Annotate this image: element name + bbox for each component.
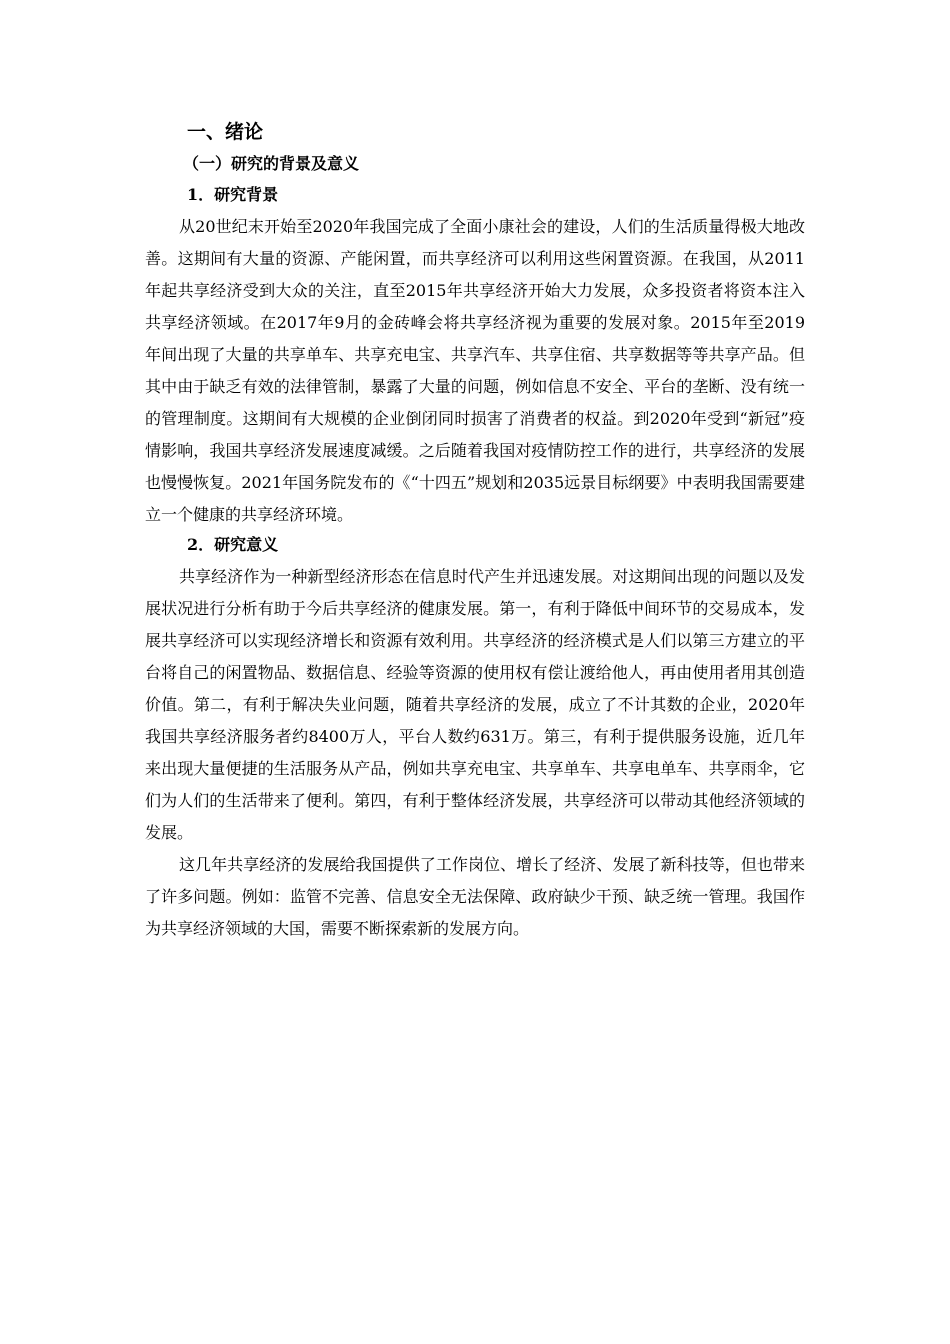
significance-paragraph-1: 共享经济作为一种新型经济形态在信息时代产生并迅速发展。对这期间出现的问题以及发展状况进行分析有助于今后共享经济的健康发展。第一，有利于降低中间环节的交易成本，发展共享经济可以实现经济增长和资源有效利用。共享经济的经济模式是人们以第三方建立的平台将自己的闲置物品、数据信息、经验等资源的使用权有偿让渡给他人，再由使用者用其创造价值。第二，有利于解决失业问题，随着共享经济的发展，成立了不计其数的企业，2020年我国共享经济服务者约8400万人，平台人数约631万。第三，有利于提供服务设施，近几年来出现大量便捷的生活服务从产品，例如共享充电宝、共享单车、共享电单车、共享雨伞，它们为人们的生活带来了便利。第四，有利于整体经济发展，共享经济可以带动其他经济领域的发展。 (145, 567, 805, 842)
section-title: 一、绪论 (187, 121, 264, 143)
subsection-title: （一）研究的背景及意义 (183, 154, 360, 173)
significance-paragraph-2: 这几年共享经济的发展给我国提供了工作岗位、增长了经济、发展了新科技等，但也带来了许多问题。例如：监管不完善、信息安全无法保障、政府缺少干预、缺乏统一管理。我国作为共享经济领域的大国，需要不断探索新的发展方向。 (145, 855, 805, 938)
topic-heading-significance: 2．研究意义 (187, 535, 279, 554)
document-body (145, 118, 805, 945)
background-paragraph: 从20世纪末开始至2020年我国完成了全面小康社会的建设，人们的生活质量得极大地改善。这期间有大量的资源、产能闲置，而共享经济可以利用这些闲置资源。在我国，从2011年起共享经济受到大众的关注，直至2015年共享经济开始大力发展，众多投资者将资本注入共享经济领域。在2017年9月的金砖峰会将共享经济视为重要的发展对象。2015年至2019年间出现了大量的共享单车、共享充电宝、共享汽车、共享住宿、共享数据等等共享产品。但其中由于缺乏有效的法律管制，暴露了大量的问题，例如信息不安全、平台的垄断、没有统一的管理制度。这期间有大规模的企业倒闭同时损害了消费者的权益。到2020年受到“新冠”疫情影响，我国共享经济发展速度减缓。之后随着我国对疫情防控工作的进行，共享经济的发展也慢慢恢复。2021年国务院发布的《“十四五”规划和2035远景目标纲要》中表明我国需要建立一个健康的共享经济环境。 (145, 217, 805, 524)
topic-heading-background: 1．研究背景 (187, 185, 279, 204)
